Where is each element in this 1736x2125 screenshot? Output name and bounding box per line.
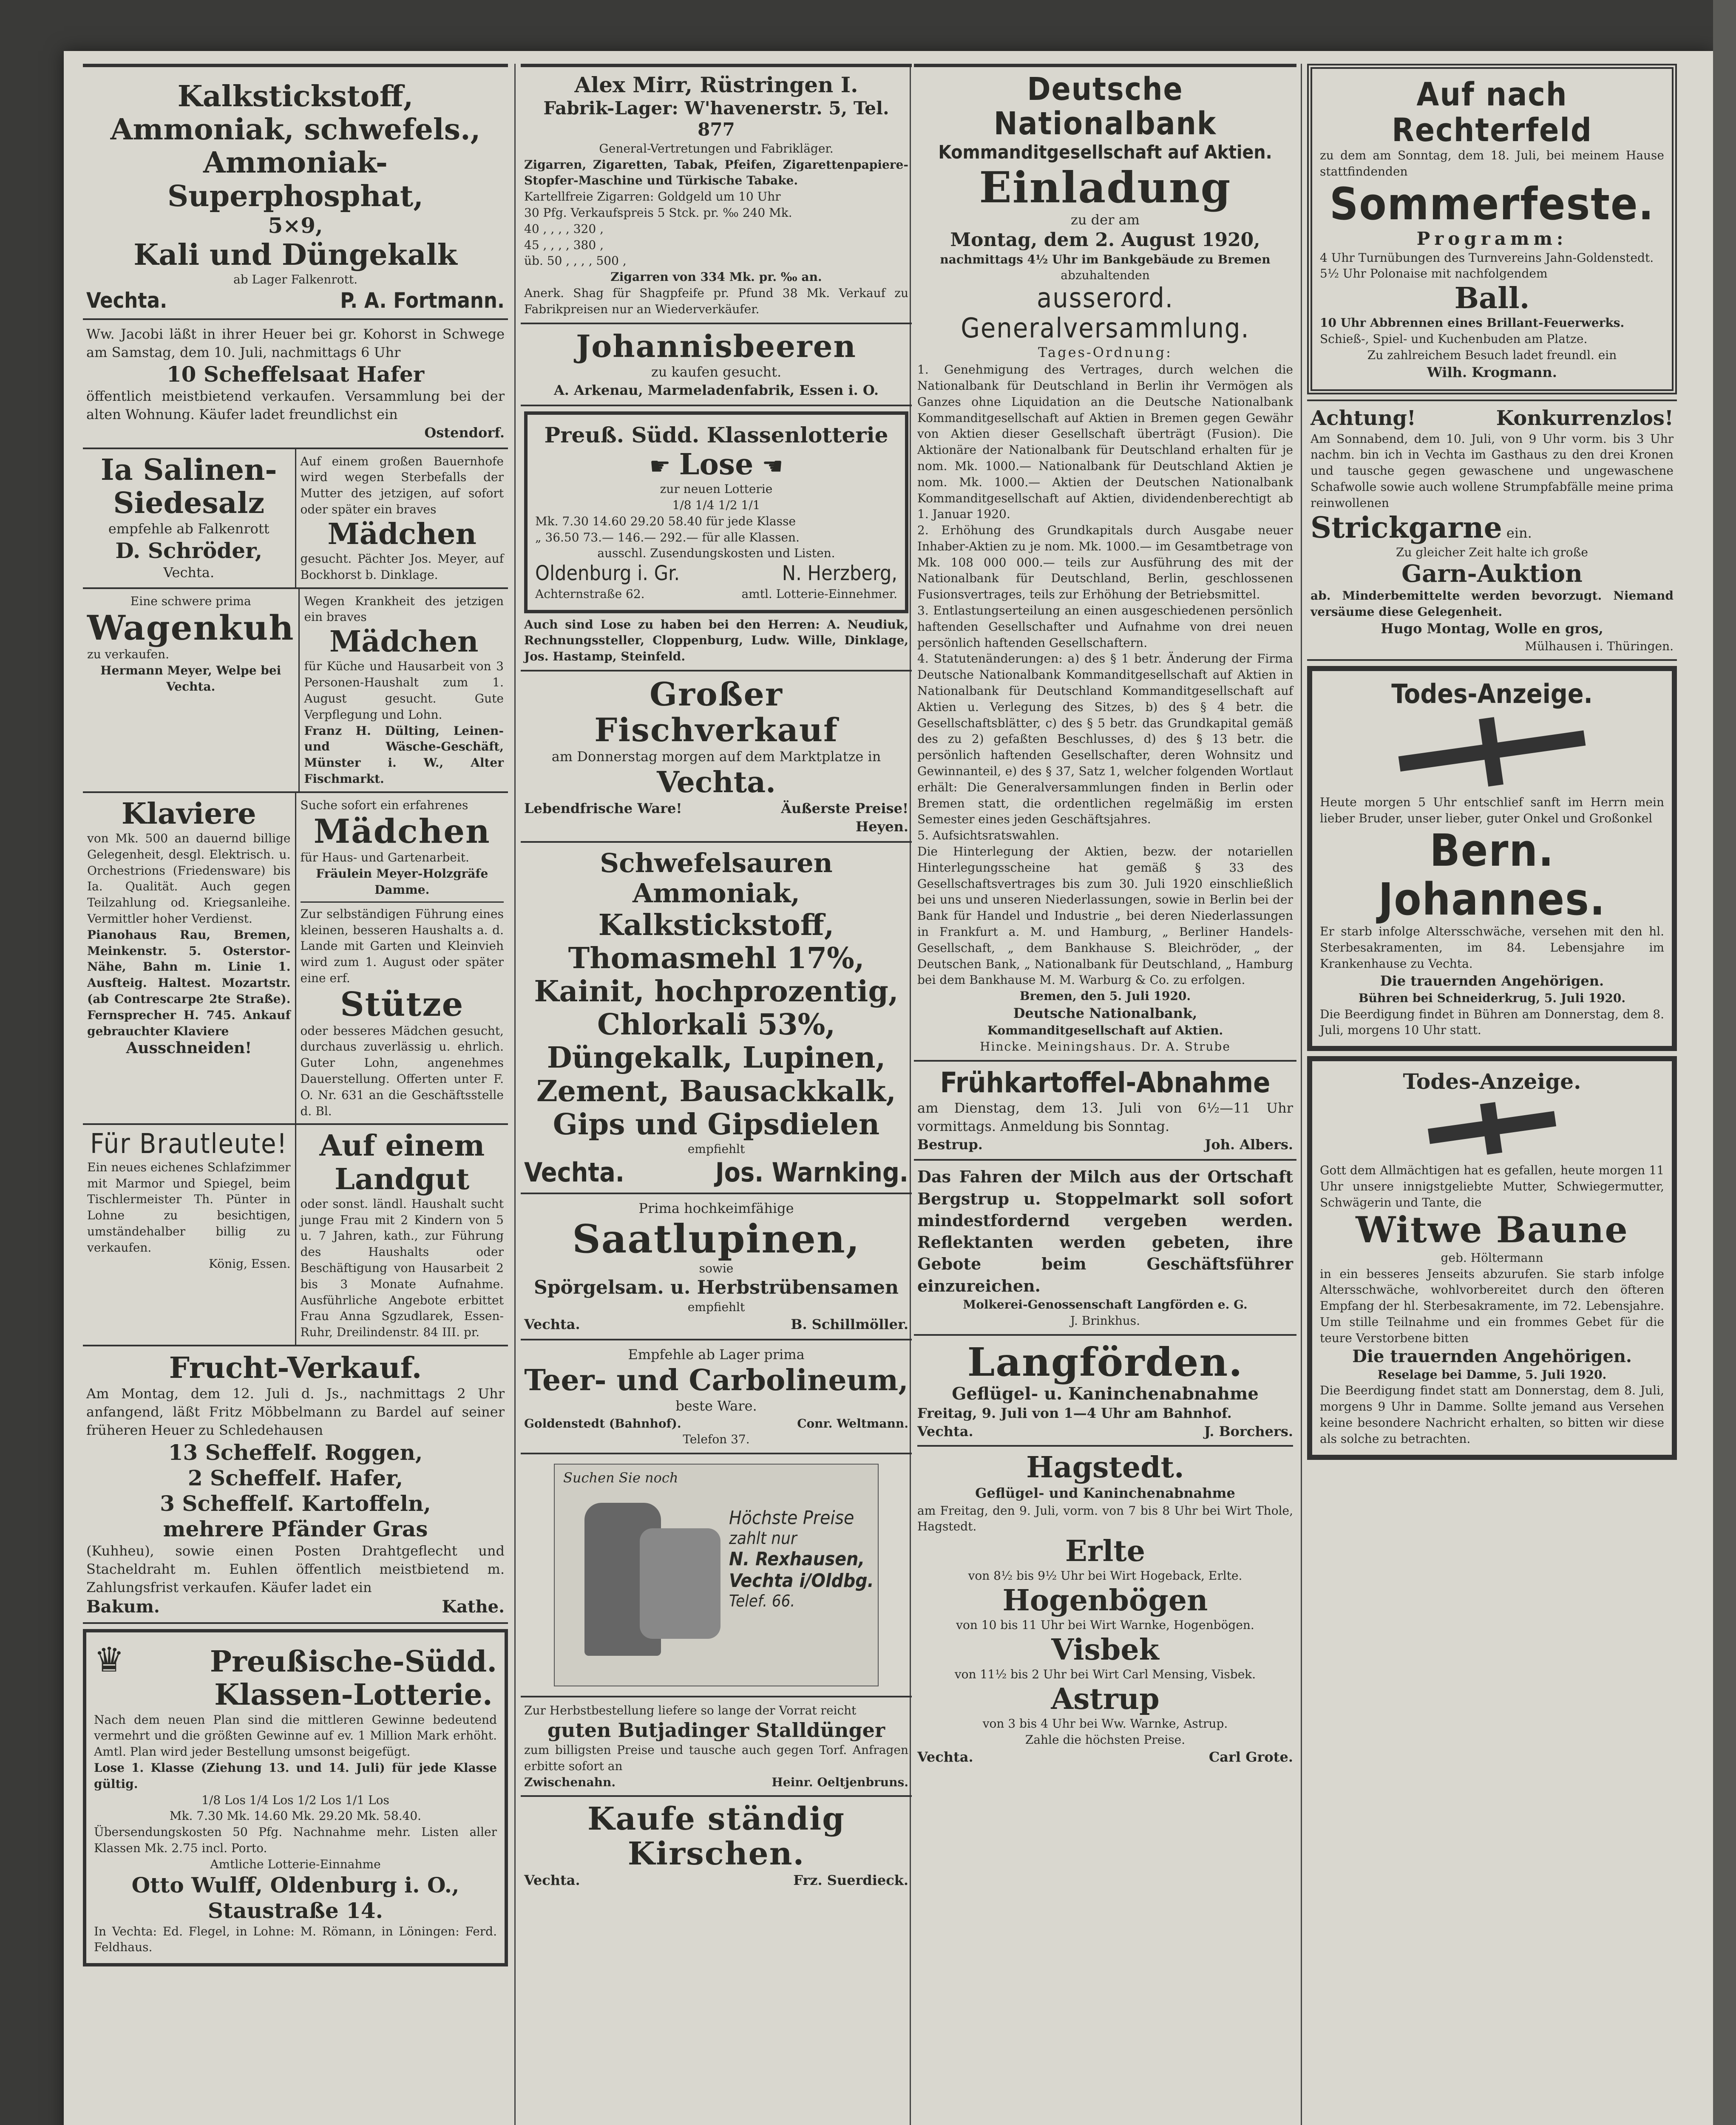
ad-place: Vechta. <box>86 288 167 313</box>
ad-header <box>1311 406 1674 431</box>
ad-text: öffentlich meistbietend verkaufen. Versammlung bei der alten Wohnung. Käufer ladet freundlichst ein <box>86 388 505 423</box>
ad-footer <box>86 1597 505 1617</box>
ad-heading: Ball. <box>1454 281 1530 316</box>
ad-heading: Klaviere <box>121 796 256 831</box>
ad-heading: Astrup <box>1051 1682 1160 1717</box>
ad-text: nachmittags 4½ Uhr im Bankgebäude zu Bremen <box>940 252 1271 266</box>
ad-heading: Vechta. <box>657 765 776 800</box>
ad-heading: Todes-Anzeige. <box>1391 678 1593 710</box>
ad-signature: Kathe. <box>442 1597 505 1617</box>
sack-shape <box>640 1528 720 1639</box>
ad-agenda-item: 5. Aufsichtsratswahlen. <box>917 828 1059 843</box>
ad-heading: Einladung <box>979 162 1231 212</box>
ad-text: Er starb infolge Altersschwäche, versehen mit den hl. Sterbesakramenten, im 84. Lebensjahre im Krankenhause zu Vechta. <box>1320 924 1664 971</box>
ad-line: Ammoniak-Superphosphat, <box>167 146 423 213</box>
ad-text: Freitag, 9. Juli von 1—4 Uhr am Bahnhof. <box>917 1405 1232 1421</box>
ad-heading: Saatlupinen, <box>572 1216 860 1262</box>
ad-footer <box>917 1136 1293 1154</box>
ad-strickgarne <box>1307 400 1677 661</box>
ad-heading: Langförden. <box>967 1339 1243 1385</box>
ad-text: Schieß-, Spiel- und Kuchenbuden am Platze. <box>1320 332 1588 346</box>
column-rule <box>1301 64 1302 2125</box>
ad-text: Wegen Krankheit des jetzigen ein braves <box>304 594 504 624</box>
ad-date: Montag, dem 2. August 1920, <box>950 229 1260 251</box>
ad-signature: D. Schröder, <box>115 538 263 564</box>
ad-text: Am Montag, dem 12. Juli d. Js., nachmittags 2 Uhr anfangend, läßt Fritz Möbbelmann zu Bardel auf seiner früheren Heuer zu Schledehausen <box>86 1386 505 1439</box>
ad-maedchen-2 <box>298 589 508 791</box>
ad-text: Prima hochkeimfähige <box>638 1200 794 1216</box>
ad-landgut <box>295 1125 508 1345</box>
ad-footer <box>535 561 897 586</box>
ad-signature: Heyen. <box>856 818 908 835</box>
ad-saatlupinen <box>521 1194 912 1340</box>
cross-with-wreath-icon <box>1398 718 1586 786</box>
ad-signature: Joh. Albers. <box>1205 1136 1293 1153</box>
ad-text: Pianohaus Rau, Bremen, Meinkenstr. 5. Osterstor-Nähe, Bahn m. Linie 1. Ausfteig. Haltest. Mozartstr. (ab Contrescarpe 2te Straße). Fernsprecher H. 745. Ankauf gebrauchter Klaviere <box>87 927 291 1038</box>
ad-item: Thomasmehl 17%, <box>568 941 865 975</box>
ad-place: Vechta. <box>163 564 215 581</box>
ad-heading: Achtung! <box>1311 406 1416 430</box>
ad-heading: Kaufe ständig Kirschen. <box>587 1801 845 1872</box>
ad-text: Zur selbständigen Führung eines kleinen, besseren Haushalts a. d. Lande mit Garten und Kleinvieh wird zum 1. August oder später eine erf. <box>300 907 504 985</box>
ad-item: Zement, Bausackkalk, <box>536 1074 896 1108</box>
ad-heading: Klassen-Lotterie. <box>214 1678 493 1712</box>
ad-signature: Die trauernden Angehörigen. <box>1352 1346 1632 1366</box>
column-1 <box>83 64 508 1972</box>
ad-milchfahren <box>914 1161 1296 1335</box>
ad-line: ab Lager Falkenrott. <box>233 272 357 286</box>
ad-signature: N. Herzberg, <box>782 561 897 586</box>
ad-place: Mülhausen i. Thüringen. <box>1525 639 1674 653</box>
ad-text: Zu zahlreichem Besuch ladet freundl. ein <box>1367 348 1617 362</box>
ad-text: abzuhaltenden <box>1061 268 1150 283</box>
ad-text: General-Vertretungen und Fabrikläger. <box>599 141 834 156</box>
lose-row <box>535 448 897 481</box>
ad-item: mehrere Pfänder Gras <box>163 1516 428 1541</box>
ad-text: zu der am <box>1071 211 1140 228</box>
ad-signature: Die trauernden Angehörigen. <box>1380 972 1604 989</box>
ad-text: 30 Pfg. Verkaufspreis 5 Stck. pr. ‰ 240 Mk. <box>524 205 792 220</box>
ad-text: ein. <box>1506 524 1532 541</box>
ad-text: Eine schwere prima <box>130 594 251 608</box>
ad-stallduenger <box>521 1697 912 1797</box>
ad-heading: Siedesalz <box>113 486 265 520</box>
ad-kalkstickstoff <box>83 64 508 320</box>
ad-text: zu kaufen gesucht. <box>651 363 782 380</box>
column-rule <box>514 64 516 2125</box>
ad-item: Kainit, hochprozentig, <box>534 974 899 1009</box>
ad-heading: Lose <box>679 448 754 482</box>
ad-text: Anerk. Shag für Shagpfeife pr. Pfund 38 Mk. Verkauf zu Fabrikpreisen nur an Wiederverkäufer. <box>524 286 908 316</box>
ad-program-item: 5½ Uhr Polonaise mit nachfolgendem <box>1320 266 1548 281</box>
ad-line: 5×9, <box>268 212 323 238</box>
ad-heading: Visbek <box>1051 1633 1159 1667</box>
ad-text: (Kuhheu), sowie einen Posten Drahtgeflecht und Stacheldraht m. Euhlen öffentlich meistbietend m. Zahlungsfrist verkaufen. Käufer ladet ein <box>86 1542 505 1596</box>
ad-footer <box>917 1748 1293 1766</box>
ad-heading: Spörgelsam. u. Herbstrübensamen <box>534 1277 899 1299</box>
ad-text: geb. Höltermann <box>1441 1250 1543 1265</box>
ad-line: Kali und Düngekalk <box>133 238 457 272</box>
ad-signature: Fräulein Meyer-Holzgräfe Damme. <box>316 867 488 897</box>
ad-heading: Garn-Auktion <box>1401 560 1583 588</box>
hand-pointer-left-icon: ☚ <box>762 453 783 481</box>
ad-program-item: 4 Uhr Turnübungen des Turnvereins Jahn-Goldenstedt. <box>1320 250 1654 265</box>
ad-split-row <box>83 1125 508 1346</box>
ad-text: oder sonst. ländl. Haushalt sucht junge Frau mit 2 Kindern von 5 u. 7 Jahren, kath., zur Führung des Haushalts oder Beschäftigung von Hausarbeit 2 bis 3 Monate Aufnahme. Ausführliche Angebote erbittet Frau Anna Sgzudlarek, Essen-Ruhr, Dreilindenstr. 84 III. pr. <box>300 1196 504 1340</box>
ad-line <box>1311 511 1674 544</box>
ad-text: Kartellfreie Zigarren: Goldgeld um 10 Uhr <box>524 190 781 204</box>
ad-brautleute <box>83 1125 295 1345</box>
ad-signature: P. A. Fortmann. <box>340 288 505 313</box>
ad-johannisbeeren <box>521 324 912 407</box>
ad-place: Reselage bei Damme, 5. Juli 1920. <box>1377 1367 1607 1382</box>
ad-duengemittel <box>521 843 912 1194</box>
crown-emblem-icon: ♛ <box>94 1640 125 1680</box>
ad-text: „ 36.50 73.— 146.— 292.— für alle Klassen. <box>535 530 800 544</box>
ad-place: Vechta. <box>917 1423 973 1439</box>
ad-carbolineum <box>521 1340 912 1454</box>
ad-signature: Ostendorf. <box>424 425 505 441</box>
ad-signature: Franz H. Dülting, Leinen- und Wäsche-Geschäft, Münster i. W., Alter Fischmarkt. <box>304 723 504 786</box>
ad-hafer <box>83 320 508 449</box>
ad-text: Gott dem Allmächtigen hat es gefallen, heute morgen 11 Uhr unsere innigstgeliebte Mutter, Schwiegermutter, Schwägerin und Tante, die <box>1320 1163 1664 1210</box>
ad-signature: Deutsche Nationalbank, <box>1013 1005 1197 1021</box>
ad-text: Die Hinterlegung der Aktien, bezw. der notariellen Hinterlegungsscheine hat gemäß § 33 des Gesellschaftsvertrages bis zum 30. Juli 1920 einschließlich bei uns und unseren Niederlassungen, sowie in Berlin bei der Bank für Handel und Industrie „ bei deren Niederlassungen in Frankfurt a. M. und Hamburg, „ Berliner Handels-Gesellschaft, „ dem Bankhause S. Bleichröder, „ der Deutschen Bank, „ Nationalbank für Deutschland, „ Hamburg bei dem Bankhause M. M. Warburg & Co. zu erfolgen. <box>917 844 1293 987</box>
ad-text: Mk. 7.30 Mk. 14.60 Mk. 29.20 Mk. 58.40. <box>169 1809 422 1823</box>
ad-heading: Konkurrenzlos! <box>1496 406 1674 430</box>
ad-place: Oldenburg i. Gr. <box>535 561 680 586</box>
ad-header <box>94 1640 497 1711</box>
ad-footer <box>524 1157 908 1187</box>
man-with-sack-illustration <box>554 1464 879 1686</box>
ad-heading: ausserord. Generalversammlung. <box>961 283 1250 344</box>
ad-heading: Frühkartoffel-Abnahme <box>940 1066 1271 1099</box>
ad-split-row <box>83 449 508 589</box>
ad-text: Übersendungskosten 50 Pfg. Nachnahme mehr. Listen aller Klassen Mk. 2.75 incl. Porto. <box>94 1825 497 1855</box>
ad-text: Zigarren von 334 Mk. pr. ‰ an. <box>610 270 822 284</box>
ad-heading: Wagenkuh <box>87 608 295 648</box>
hand-pointer-right-icon: ☛ <box>649 453 671 481</box>
ad-place: Bestrup. <box>917 1136 983 1153</box>
ad-heading: guten Butjadinger Stalldünger <box>547 1718 885 1742</box>
ad-klaviere <box>83 793 295 1124</box>
ad-item: 2 Scheffelf. Hafer, <box>187 1465 403 1490</box>
ad-kirschen <box>521 1797 912 1895</box>
ad-line: Kalkstickstoff, <box>177 79 414 113</box>
ad-signature: Kommanditgesellschaft auf Aktien. <box>987 1023 1223 1038</box>
ad-place: Bakum. <box>86 1597 160 1617</box>
ad-text: Auf einem großen Bauernhofe wird wegen Sterbefalls der Mutter des jetzigen, auf sofort oder später ein braves <box>300 454 504 517</box>
ad-footer <box>86 288 505 313</box>
ad-text: Höchste Preise <box>729 1507 854 1529</box>
ad-text: In Vechta: Ed. Flegel, in Lohne: M. Römann, in Löningen: Ferd. Feldhaus. <box>94 1924 497 1955</box>
ad-text: amtl. Lotterie-Einnehmer. <box>741 586 897 601</box>
ad-name: Witwe Baune <box>1356 1209 1628 1251</box>
ad-place: Goldenstedt (Bahnhof). <box>524 1416 681 1431</box>
ad-signature: Hugo Montag, Wolle en gros, <box>1381 620 1603 637</box>
ad-agenda-item: 2. Erhöhung des Grundkapitals durch Ausgabe neuer Inhaber-Aktien zu je nom. Mk. 1000.— im Gesamtbetrage von Mk. 108 000 000.— teils zur Ausführung des mit der Nationalbank für Deutschland, Berlin, geschlossenen Fusionsvertrages, teils zur Erhöhung der Betriebsmittel. <box>917 523 1293 602</box>
ad-todesanzeige-baune <box>1307 1056 1677 1460</box>
ad-signature: B. Schillmöller. <box>791 1316 908 1332</box>
ad-date: Bremen, den 5. Juli 1920. <box>1019 989 1191 1003</box>
ad-place: Vechta. <box>524 1872 580 1889</box>
ad-heading: Landgut <box>335 1162 470 1196</box>
ad-heading: Hogenbögen <box>1002 1584 1208 1618</box>
ad-klassen-lotterie <box>83 1629 508 1966</box>
ad-text: Äußerste Preise! <box>781 800 908 816</box>
ad-text: 1/8 Los 1/4 Los 1/2 Los 1/1 Los <box>201 1793 389 1807</box>
ad-item: Gips und Gipsdielen <box>553 1107 880 1142</box>
ad-heading: Mädchen <box>329 625 479 659</box>
ad-signature: N. Rexhausen, <box>729 1548 865 1570</box>
ad-text: für Haus- und Gartenarbeit. <box>300 850 469 865</box>
ad-text: Achternstraße 62. <box>535 586 645 601</box>
ad-name: Bern. Johannes. <box>1378 824 1606 925</box>
ad-maedchen-1 <box>295 449 508 587</box>
ad-text: Lose 1. Klasse (Ziehung 13. und 14. Juli) für jede Klasse gültig. <box>94 1760 497 1791</box>
ad-signature: J. Brinkhus. <box>1070 1313 1140 1328</box>
ad-text: Die Beerdigung findet in Bühren am Donnerstag, dem 8. Juli, morgens 10 Uhr statt. <box>1320 1007 1664 1037</box>
ad-heading: Preußische-Südd. <box>210 1645 497 1679</box>
ad-subheading: Geflügel- u. Kaninchenabnahme <box>952 1383 1259 1404</box>
ad-text: von 10 bis 11 Uhr bei Wirt Warnke, Hogenbögen. <box>956 1618 1254 1632</box>
ad-signature: Hincke. Meiningshaus. Dr. A. Strube <box>980 1039 1231 1054</box>
ad-item: Kalkstickstoff, <box>598 908 834 942</box>
ad-place: Vechta. <box>917 1748 973 1765</box>
ad-text: am Dienstag, dem 13. Juli von 6½—11 Uhr vormittags. Anmeldung bis Sonntag. <box>917 1099 1293 1134</box>
price-row: üb. 50 , , , , 500 , <box>524 254 627 268</box>
cross-with-wreath-icon <box>1428 1103 1556 1154</box>
ad-text-group <box>729 1507 874 1610</box>
ad-heading: Strickgarne <box>1311 510 1502 545</box>
ad-text: empfiehlt <box>687 1142 745 1156</box>
ad-text: ausschl. Zusendungskosten und Listen. <box>597 546 835 561</box>
ad-text: in ein besseres Jenseits abzurufen. Sie starb infolge Altersschwäche, wohlvorbereitet durch den öfteren Empfang der hl. Sterbesakramente, im 72. Lebensjahre. Um stille Teilnahme und ein frommes Gebet für die teure Verstorbene bitten <box>1320 1266 1664 1345</box>
ad-heading: Stütze <box>340 985 464 1024</box>
column-3 <box>914 64 1296 1771</box>
ad-text: zur neuen Lotterie <box>660 482 773 496</box>
ad-place: Bühren bei Schneiderkrug, 5. Juli 1920. <box>1358 991 1626 1005</box>
ad-heading: Teer- und Carbolineum, <box>524 1363 908 1398</box>
ad-line: Ammoniak, schwefels., <box>110 113 481 147</box>
ad-text: für Küche und Hausarbeit von 3 Personen-Haushalt zum 1. August gesucht. Gute Verpflegung und Lohn. <box>304 659 504 722</box>
ad-text: Amtliche Lotterie-Einnahme <box>210 1857 381 1871</box>
ad-signature: Wilh. Krogmann. <box>1427 364 1557 380</box>
ad-signature: König, Essen. <box>209 1256 291 1271</box>
ad-text: von Mk. 500 an dauernd billige Gelegenheit, desgl. Elektrisch. u. Orchestrions (Friedensware) bis Ia. Qualität. Auch gegen Teilzahlung od. Kriegsanleihe. Vermittler hoher Verdienst. <box>87 831 291 926</box>
ad-text: sowie <box>699 1261 734 1276</box>
ad-subheading: Geflügel- und Kaninchenabnahme <box>975 1485 1235 1502</box>
ad-text: empfehle ab Falkenrott <box>108 521 269 537</box>
ad-heading: Für Brautleute! <box>90 1128 288 1160</box>
ad-heading: Todes-Anzeige. <box>1403 1069 1581 1094</box>
ad-footer <box>524 799 908 818</box>
ad-text: Das Fahren der Milch aus der Ortschaft Bergstrup u. Stoppelmarkt soll sofort mindestfordernd vergeben werden. Reflektanten werden gebeten, ihre Gebote beim Geschäftsführer einzureichen. <box>917 1167 1293 1295</box>
ad-siedesalz <box>83 449 295 587</box>
ad-heading: Alex Mirr, Rüstringen I. <box>574 72 858 97</box>
ad-text: Lebendfrische Ware! <box>524 800 682 816</box>
ad-text: Die Beerdigung findet statt am Donnerstag, dem 8. Juli, morgens 9 Uhr in Damme. Sollte jemand aus Versehen keine besondere Nachricht erhalten, so bitten wir diese als solche zu betrachten. <box>1320 1383 1664 1446</box>
ad-heading: Großer Fischverkauf <box>594 675 838 749</box>
ad-text: zu dem am Sonntag, dem 18. Juli, bei meinem Hause stattfindenden <box>1320 148 1664 178</box>
ad-subheading: Tages-Ordnung: <box>1038 344 1172 360</box>
scan-edge <box>1713 0 1736 2125</box>
ad-heading: Frucht-Verkauf. <box>169 1351 422 1385</box>
ad-text: Auch sind Lose zu haben bei den Herren: A. Neudiuk, Rechnungssteller, Cloppenburg, Ludw. Wille, Dinklage, Jos. Hastamp, Steinfeld. <box>524 617 908 664</box>
ad-signature: A. Arkenau, Marmeladenfabrik, Essen i. O. <box>553 382 879 398</box>
ad-text: Nach dem neuen Plan sind die mittleren Gewinne bedeutend vermehrt und die größten Gewinne auf ev. 1 Million Mark erhöht. Amtl. Plan wird jeder Bestellung umsonst beigefügt. <box>94 1712 497 1759</box>
ad-signature: Jos. Warnking. <box>715 1156 908 1188</box>
ad-text: ab. Minderbemittelte werden bevorzugt. Niemand versäume diese Gelegenheit. <box>1311 588 1674 619</box>
ad-subheading: Kommanditgesellschaft auf Aktien. <box>938 141 1272 163</box>
ad-heading: Mädchen <box>313 812 491 851</box>
ad-signature: Frz. Suerdieck. <box>793 1872 908 1889</box>
ad-text: Ein neues eichenes Schlafzimmer mit Marmor und Spiegel, beim Tischlermeister Th. Pünter in Lohne zu besichtigen, umständehalber billig zu verkaufen. <box>87 1160 291 1255</box>
ad-wagenkuh <box>83 589 298 791</box>
ad-heading: Johannisbeeren <box>576 328 857 364</box>
ad-agenda-item: 3. Entlastungserteilung an einen ausgeschiedenen persönlich haftenden Gesellschafter und Aufnahme von drei neuen persönlich haftenden Gesellschaftern. <box>917 604 1293 650</box>
ad-text: von 11½ bis 2 Uhr bei Wirt Carl Mensing, Visbek. <box>954 1667 1256 1682</box>
ad-item: Düngekalk, Lupinen, <box>547 1041 886 1075</box>
ad-mirr <box>521 64 912 324</box>
ad-agenda-item: 1. Genehmigung des Vertrages, durch welchen die Nationalbank für Deutschland in Berlin ihr Vermögen als Ganzes ohne Liquidation an die Deutsche Nationalbank Kommanditgesellschaft auf Aktien in Bremen gegen Gewähr von Aktien dieser Gesellschaft überträgt (Fusion). Die Aktionäre der Nationalbank für Deutschland erhalten für je nom. Mk. 1000.— Nationalbank für Deutschland Aktien je nom. Mk. 1000.— Aktien der Deutschen Nationalbank Kommanditgesellschaft auf Aktien, dividendenberechtigt ab 1. Januar 1920. <box>917 363 1293 521</box>
ad-text: zu verkaufen. <box>87 647 170 662</box>
ad-agenda-item: 4. Statutenänderungen: a) des § 1 betr. Änderung der Firma Deutsche Nationalbank Kommanditgesellschaft auf Aktien in Nationalbank für Deutschland Kommanditgesellschaft auf Aktien u. Verlegung des Sitzes, b) des § 4 betr. die Gesellschaftsblätter, c) des § 5 betr. das Grundkapital gemäß des zu 2) gefaßten Beschlusses, d) des § 13 betr. die persönlich haftenden Gesellschafter, deren Wohnsitz und Gewinnanteil, e) des § 37, Satz 1, welcher folgenden Wortlaut erhält: Die Generalversammlungen finden in Berlin oder Bremen statt, die ordentlichen regelmäßig im ersten Semester eines jeden Geschäftsjahres. <box>917 652 1293 827</box>
ad-text: 1/8 1/4 1/2 1/1 <box>672 498 760 513</box>
ad-place: Vechta i/Oldbg. <box>729 1570 874 1592</box>
ad-heading: Ia Salinen- <box>100 453 277 487</box>
price-row: 40 , , , , 320 , <box>524 221 604 236</box>
ad-text: Zu gleicher Zeit halte ich große <box>1396 545 1588 559</box>
ad-place: Vechta. <box>524 1316 580 1332</box>
ad-heading: Auf einem <box>319 1129 485 1163</box>
ad-footer <box>917 1422 1293 1441</box>
ad-footer <box>524 1416 908 1432</box>
ad-text: Heute morgen 5 Uhr entschlief sanft im Herrn mein lieber Bruder, unser lieber, guter Onkel und Großonkel <box>1320 795 1664 825</box>
ad-todesanzeige-johannes <box>1307 666 1677 1051</box>
ad-text: Empfehle ab Lager prima <box>628 1346 805 1363</box>
ad-footer <box>524 1871 908 1890</box>
ad-item: Chlorkali 53%, <box>597 1008 835 1042</box>
ad-text: von 8½ bis 9½ Uhr bei Wirt Hogeback, Erlte. <box>968 1569 1242 1583</box>
ad-program-item: 10 Uhr Abbrennen eines Brillant-Feuerwerks. <box>1320 316 1625 330</box>
ad-text: Mk. 7.30 14.60 29.20 58.40 für jede Klasse <box>535 514 796 528</box>
ad-item: 3 Scheffelf. Kartoffeln, <box>160 1490 431 1516</box>
ad-text: Ww. Jacobi läßt in ihrer Heuer bei gr. Kohorst in Schwege am Samstag, dem 10. Juli, nachmittags 6 Uhr <box>86 326 505 360</box>
ad-item: 13 Scheffelf. Roggen, <box>168 1439 423 1465</box>
ad-signature: Hermann Meyer, Welpe bei Vechta. <box>100 663 281 694</box>
ad-heading: Hagstedt. <box>1026 1451 1184 1485</box>
ad-heading: Deutsche Nationalbank <box>993 71 1217 142</box>
ad-split-row <box>83 793 508 1125</box>
ad-heading: Mädchen <box>327 517 477 551</box>
ad-gefluegel <box>914 1336 1296 1771</box>
ad-text: zum billigsten Preise und tausche auch gegen Torf. Anfragen erbitte sofort an <box>524 1743 908 1773</box>
ad-rechterfeld <box>1307 64 1677 394</box>
ad-place: Vechta. <box>524 1156 624 1188</box>
ad-fruchtverkauf <box>83 1346 508 1624</box>
ad-rexhausen <box>521 1454 912 1697</box>
ad-text: gesucht. Pächter Jos. Meyer, auf Bockhorst b. Dinklage. <box>300 552 504 582</box>
ad-text: beste Ware. <box>675 1398 757 1414</box>
ad-text: Zur Herbstbestellung liefere so lange der Vorrat reicht <box>524 1703 857 1718</box>
ad-text: Zahle die höchsten Preise. <box>1025 1733 1186 1747</box>
ad-heading: Fabrik-Lager: W'havenerstr. 5, Tel. 877 <box>543 98 889 140</box>
ad-place: Zwischenahn. <box>524 1775 616 1789</box>
ad-text: Telefon 37. <box>683 1432 750 1447</box>
ad-text: am Donnerstag morgen auf dem Marktplatze in <box>551 748 881 765</box>
ad-heading: Sommerfeste. <box>1330 178 1654 230</box>
ad-text: oder besseres Mädchen gesucht, durchaus zuverlässig u. ehrlich. Guter Lohn, angenehmes Dauerstellung. Offerten unter F. O. Nr. 631 an die Geschäftsstelle d. Bl. <box>300 1023 504 1118</box>
ad-footer <box>535 586 897 602</box>
column-4 <box>1307 64 1677 1465</box>
ad-nationalbank <box>914 64 1296 1062</box>
price-row: 45 , , , , 380 , <box>524 238 604 252</box>
ad-signature: J. Borchers. <box>1204 1423 1293 1439</box>
ad-text: Zigarren, Zigaretten, Tabak, Pfeifen, Zigarettenpapiere-Stopfer-Maschine und Türkische Tabake. <box>524 157 908 188</box>
ad-signature: Conr. Weltmann. <box>797 1416 908 1431</box>
ad-split-row <box>83 589 508 793</box>
ad-lotterie-herzberg <box>521 406 912 672</box>
ad-footer <box>524 1315 908 1334</box>
ad-phone: Telef. 66. <box>729 1592 795 1611</box>
ad-footer: Ausschneiden! <box>126 1039 252 1057</box>
ad-fischverkauf <box>521 672 912 843</box>
ad-text: empfiehlt <box>687 1300 745 1314</box>
ad-maedchen-stuetze <box>295 793 508 1124</box>
ad-signature: Molkerei-Genossenschaft Langförden e. G. <box>963 1298 1248 1312</box>
ad-signature: Heinr. Oeltjenbruns. <box>772 1775 908 1789</box>
ad-heading: 10 Scheffelsaat Hafer <box>166 362 425 387</box>
ad-footer <box>524 1774 908 1791</box>
ad-fruehkartoffel <box>914 1062 1296 1161</box>
column-2 <box>521 64 912 1895</box>
ad-signature: Otto Wulff, Oldenburg i. O., Staustraße 14. <box>131 1872 460 1923</box>
ad-signature: Carl Grote. <box>1208 1748 1293 1765</box>
ad-heading: Auf nach Rechterfeld <box>1392 75 1592 149</box>
ad-text: zahlt nur <box>729 1529 797 1549</box>
ad-item: Schwefelsauren Ammoniak, <box>600 847 833 909</box>
ad-subheading: Programm: <box>1416 228 1568 249</box>
ad-text: am Freitag, den 9. Juli, vorm. von 7 bis 8 Uhr bei Wirt Thole, Hagstedt. <box>917 1503 1293 1534</box>
ad-script: Suchen Sie noch <box>563 1470 678 1486</box>
ad-heading: Erlte <box>1065 1534 1146 1569</box>
ad-text: Suche sofort ein erfahrenes <box>300 798 468 812</box>
ad-heading: Preuß. Südd. Klassenlotterie <box>544 422 888 448</box>
lotterie-box <box>524 411 908 613</box>
ad-text: Am Sonnabend, dem 10. Juli, von 9 Uhr vorm. bis 3 Uhr nachm. bin ich in Vechta im Gasthaus zu den drei Kronen und tausche gegen gewaschene und ungewaschene Schafwolle sowie auch wollene Strumpfabfälle meine prima reinwollenen <box>1311 431 1674 510</box>
ad-text: von 3 bis 4 Uhr bei Ww. Warnke, Astrup. <box>982 1717 1228 1731</box>
